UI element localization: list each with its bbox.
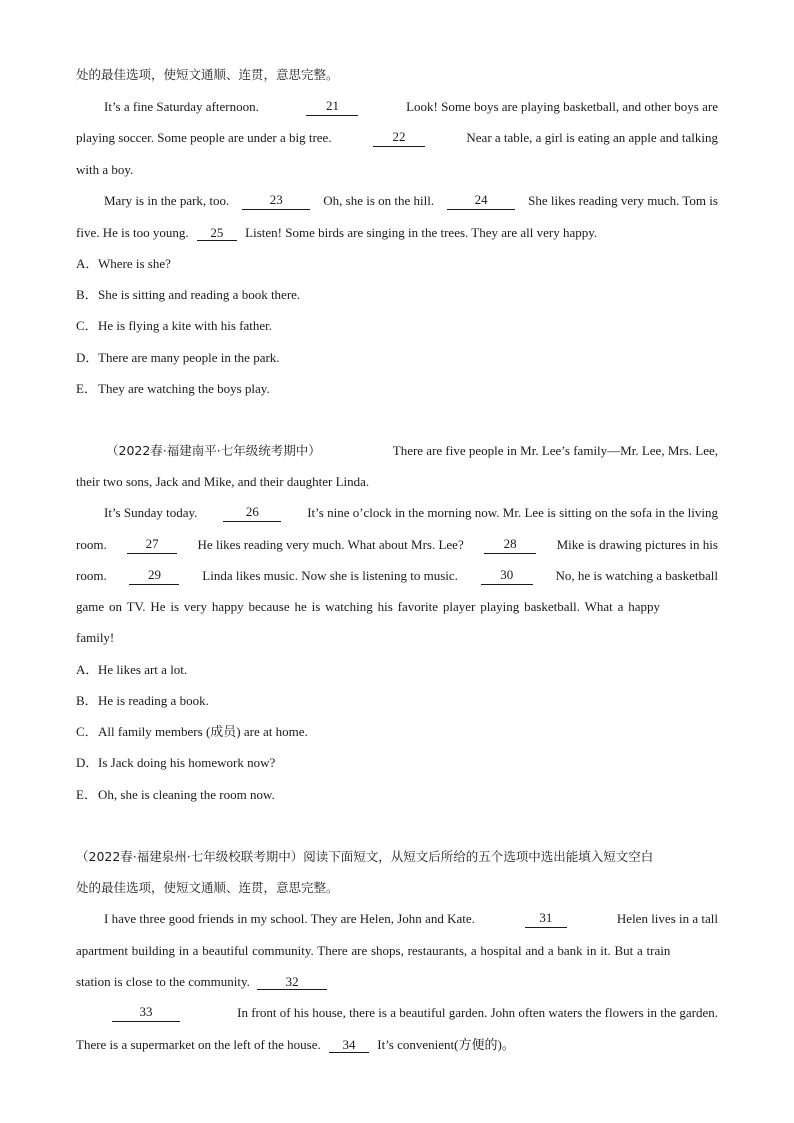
text: It’s Sunday today.: [104, 505, 198, 520]
option-letter: B．: [76, 693, 98, 708]
blank-32[interactable]: 32: [257, 974, 327, 990]
blank-28[interactable]: 28: [484, 536, 536, 554]
option-d: [76, 754, 275, 772]
intro-text: 处的最佳选项，使短文通顺、连贯，意思完整。: [76, 67, 339, 82]
option-letter: E．: [76, 787, 97, 802]
blank-34[interactable]: 34: [329, 1037, 369, 1053]
blank-23[interactable]: 23: [242, 192, 310, 210]
option-text: They are watching the boys play.: [98, 381, 270, 396]
passage-line: [76, 1036, 515, 1054]
option-text: He is flying a kite with his father.: [98, 318, 273, 333]
option-text: All family members (成员) are at home.: [98, 724, 308, 739]
text: Near a table, a girl is eating an apple and talking: [466, 130, 718, 145]
text: It’s nine o’clock in the morning now. Mr. Lee is sitting on the sofa in the living: [307, 505, 718, 520]
blank-29[interactable]: 29: [129, 567, 179, 585]
passage-line: with a boy.: [76, 162, 134, 177]
text: five. He is too young.: [76, 225, 189, 240]
blank-26[interactable]: 26: [223, 504, 281, 522]
option-text: Where is she?: [98, 256, 171, 271]
option-text: He is reading a book.: [98, 693, 209, 708]
option-text: He likes art a lot.: [98, 662, 188, 677]
option-letter: D．: [76, 755, 99, 770]
option-a: [76, 255, 171, 273]
passage-line: [104, 192, 718, 210]
option-letter: B．: [76, 287, 98, 302]
text: Mike is drawing pictures in his: [556, 537, 718, 552]
option-text: Is Jack doing his homework now?: [98, 755, 276, 770]
passage-line: [112, 1004, 718, 1022]
text: Linda likes music. Now she is listening to music.: [202, 568, 458, 583]
passage-line: [76, 567, 718, 585]
section-intro-line: （2022春·福建泉州·七年级校联考期中）阅读下面短文，从短文后所给的五个选项中选出能填入短文空白: [76, 849, 654, 864]
option-b: [76, 286, 300, 304]
passage-line: [76, 536, 718, 554]
blank-24[interactable]: 24: [447, 192, 515, 210]
option-letter: E．: [76, 381, 97, 396]
text: room.: [76, 537, 107, 552]
blank-27[interactable]: 27: [127, 536, 177, 554]
blank-22[interactable]: 22: [373, 129, 425, 147]
passage-line: apartment building in a beautiful community. There are shops, restaurants, a hospital and a bank in it. But a train: [76, 943, 671, 958]
passage-line: [76, 973, 327, 991]
passage-line: [104, 98, 718, 116]
option-e: [76, 380, 270, 398]
section-intro-line: their two sons, Jack and Mike, and their daughter Linda.: [76, 474, 370, 489]
option-text: She is sitting and reading a book there.: [98, 287, 301, 302]
passage-line: [104, 504, 718, 522]
text: Oh, she is on the hill.: [323, 193, 435, 208]
section-intro-line: 处的最佳选项，使短文通顺、连贯，意思完整。: [76, 880, 339, 895]
blank-25[interactable]: 25: [197, 225, 237, 241]
option-c: [76, 723, 308, 741]
text: It’s convenient(方便的)。: [377, 1037, 515, 1052]
option-text: Oh, she is cleaning the room now.: [98, 787, 275, 802]
text: There are five people in Mr. Lee’s family—Mr. Lee, Mrs. Lee,: [392, 443, 718, 458]
option-letter: A．: [76, 256, 99, 271]
text: There is a supermarket on the left of the house.: [76, 1037, 321, 1052]
text: Mary is in the park, too.: [104, 193, 230, 208]
passage-line: [76, 224, 597, 242]
blank-30[interactable]: 30: [481, 567, 533, 585]
option-text: There are many people in the park.: [98, 350, 280, 365]
blank-21[interactable]: 21: [306, 98, 358, 116]
text: He likes reading very much. What about Mrs. Lee?: [197, 537, 464, 552]
option-c: [76, 317, 272, 335]
passage-line: [76, 129, 718, 147]
text: Helen lives in a tall: [616, 911, 718, 926]
text: playing soccer. Some people are under a big tree.: [76, 130, 332, 145]
passage-line: game on TV. He is very happy because he is watching his favorite player playing basketball. What a happy: [76, 599, 661, 614]
text: room.: [76, 568, 107, 583]
option-a: [76, 661, 187, 679]
passage-line: [104, 910, 718, 928]
passage-line: family!: [76, 630, 115, 645]
option-b: [76, 692, 209, 710]
text: station is close to the community.: [76, 974, 250, 989]
text: She likes reading very much. Tom is: [528, 193, 718, 208]
source-label: （2022春·福建南平·七年级统考期中）: [106, 443, 321, 458]
option-letter: C．: [76, 318, 98, 333]
text: Listen! Some birds are singing in the trees. They are all very happy.: [245, 225, 598, 240]
section-intro-line: [106, 442, 718, 460]
option-letter: A．: [76, 662, 99, 677]
text: It’s a fine Saturday afternoon.: [104, 99, 259, 114]
option-letter: D．: [76, 350, 99, 365]
text: Look! Some boys are playing basketball, and other boys are: [406, 99, 718, 114]
option-e: [76, 786, 275, 804]
text: I have three good friends in my school. They are Helen, John and Kate.: [104, 911, 475, 926]
option-d: [76, 349, 280, 367]
text: No, he is watching a basketball: [555, 568, 718, 583]
blank-31[interactable]: 31: [525, 910, 567, 928]
option-letter: C．: [76, 724, 98, 739]
text: In front of his house, there is a beautiful garden. John often waters the flowers in the garden.: [237, 1005, 718, 1020]
blank-33[interactable]: 33: [112, 1004, 180, 1022]
